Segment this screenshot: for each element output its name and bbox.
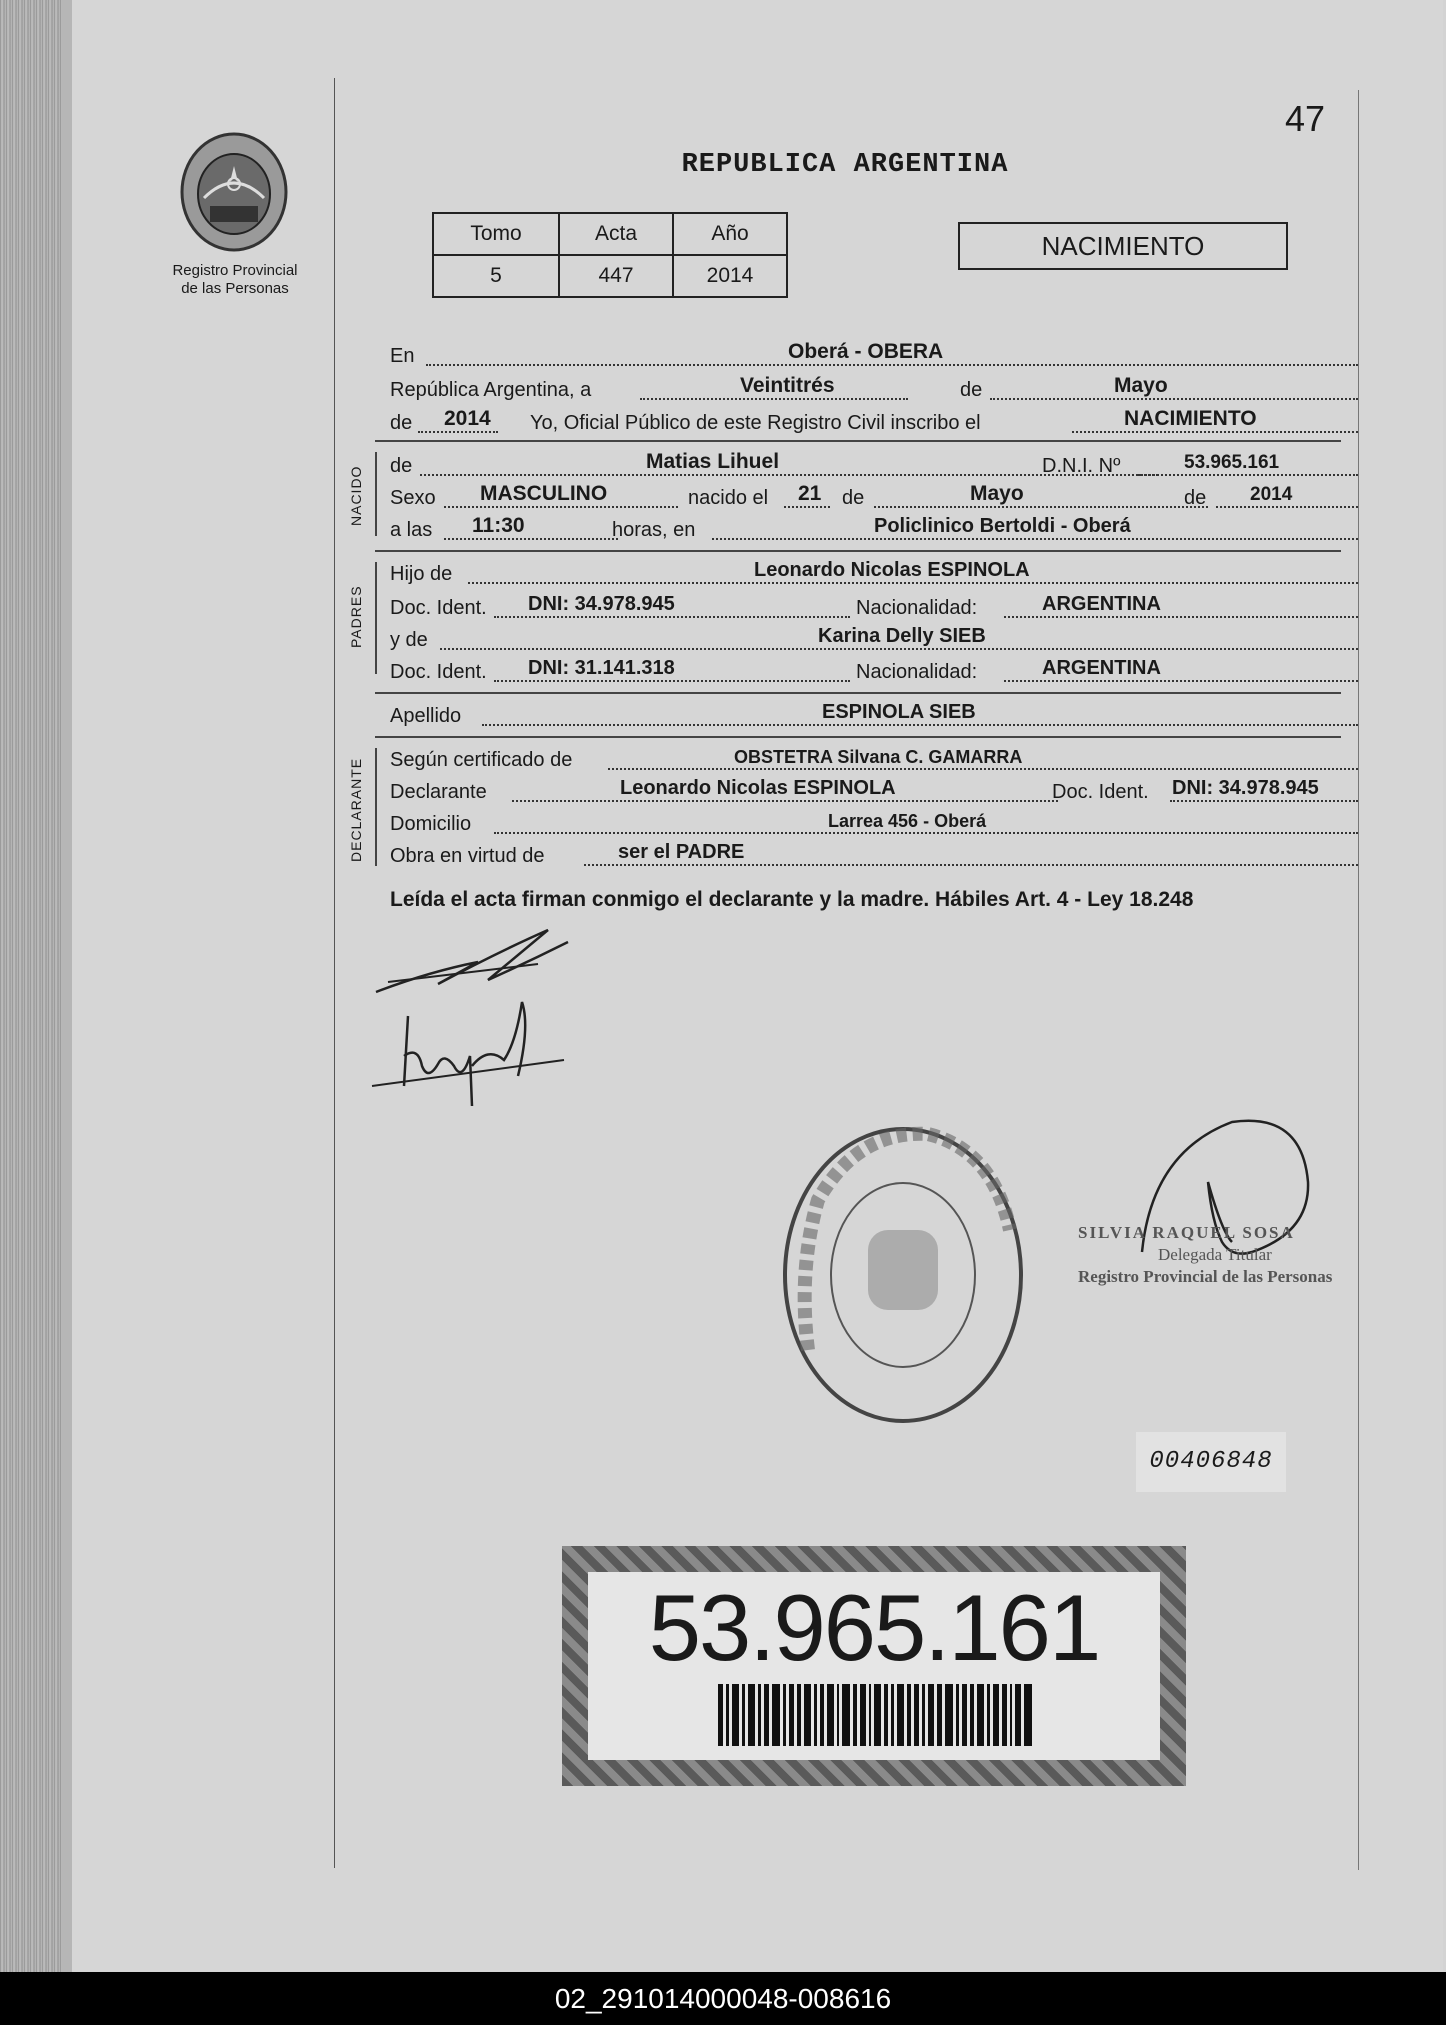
padre-nacionalidad-label: Nacionalidad: — [856, 597, 978, 619]
nac-dia-value: 21 — [798, 482, 822, 505]
de5-label: de — [1184, 487, 1207, 509]
divider-3 — [375, 692, 1341, 694]
divider-4 — [375, 736, 1341, 738]
line-domicilio — [390, 806, 1358, 838]
nombre-value: Matias Lihuel — [646, 450, 780, 473]
lugar-value: Policlinico Bertoldi - Oberá — [874, 515, 1131, 537]
scan-filename-footer: 02_291014000048-008616 — [0, 1972, 1446, 2025]
logo-caption-line2: de las Personas — [181, 280, 289, 297]
declarante-doc-label: Doc. Ident. — [1052, 781, 1149, 803]
a-las-label: a las — [390, 519, 433, 541]
registry-seal-stamp — [778, 1120, 1028, 1430]
official-office: Registro Provincial de las Personas — [1078, 1267, 1333, 1286]
nac-anio-value: 2014 — [1250, 484, 1293, 505]
barcode-number: 53.965.161 — [648, 1575, 1100, 1680]
logo-caption — [150, 262, 320, 298]
republica-label: República Argentina, a — [390, 379, 592, 401]
left-margin-rule — [334, 78, 335, 1868]
dia-value: Veintitrés — [740, 374, 835, 397]
padre-value: Leonardo Nicolas ESPINOLA — [754, 559, 1030, 581]
hijo-de-label: Hijo de — [390, 563, 453, 585]
padre-doc-label: Doc. Ident. — [390, 597, 487, 619]
line-certificado — [390, 742, 1358, 774]
acta-header: Acta — [559, 213, 673, 255]
padre-nacionalidad-value: ARGENTINA — [1042, 593, 1161, 615]
official-role: Delegada Titular — [1158, 1245, 1272, 1264]
apellido-value: ESPINOLA SIEB — [822, 701, 976, 723]
de3-label: de — [390, 455, 413, 477]
en-value: Oberá - OBERA — [788, 340, 944, 363]
declarante-value: Leonardo Nicolas ESPINOLA — [620, 777, 896, 799]
binding-shadow — [62, 0, 72, 1972]
nac-mes-value: Mayo — [970, 482, 1024, 505]
record-type-box: NACIMIENTO — [958, 222, 1288, 270]
certificado-value: OBSTETRA Silvana C. GAMARRA — [734, 747, 1023, 767]
declarante-doc-value: DNI: 34.978.945 — [1172, 777, 1319, 799]
en-label: En — [390, 345, 415, 367]
sexo-label: Sexo — [390, 487, 436, 509]
dni-value: 53.965.161 — [1184, 452, 1280, 473]
line-sexo — [390, 480, 1358, 512]
obra-label: Obra en virtud de — [390, 845, 545, 867]
line-apellido — [390, 698, 1358, 730]
barcode-bars — [718, 1684, 1032, 1746]
dni-label: D.N.I. Nº — [1042, 455, 1121, 477]
page-number: 47 — [1285, 98, 1326, 139]
nacido-el-label: nacido el — [688, 487, 769, 509]
nacido-section-label: NACIDO — [348, 465, 364, 526]
anio-inscripcion-value: 2014 — [444, 407, 491, 430]
acta-value: 447 — [559, 255, 673, 297]
line-nombre — [390, 448, 1358, 480]
line-en — [390, 338, 1358, 370]
document-title: REPUBLICA ARGENTINA — [681, 150, 1009, 180]
line-madre — [390, 622, 1358, 654]
padres-section-label: PADRES — [348, 585, 364, 648]
obra-value: ser el PADRE — [618, 841, 745, 863]
declarante-section-bar — [375, 748, 377, 866]
line-padre — [390, 556, 1358, 588]
sexo-value: MASCULINO — [480, 482, 608, 505]
padre-doc-value: DNI: 34.978.945 — [528, 593, 675, 615]
madre-doc-value: DNI: 31.141.318 — [528, 657, 675, 679]
logo-caption-line1: Registro Provincial — [172, 262, 298, 279]
anio-value: 2014 — [673, 255, 787, 297]
line-obra — [390, 838, 1358, 870]
divider-2 — [375, 550, 1341, 552]
official-stamp-text — [1078, 1222, 1332, 1288]
domicilio-value: Larrea 456 - Oberá — [828, 811, 987, 831]
right-margin-rule — [1358, 90, 1359, 1870]
certificado-label: Según certificado de — [390, 749, 573, 771]
mother-signature — [368, 986, 568, 1116]
line-anio — [390, 405, 1358, 437]
madre-doc-label: Doc. Ident. — [390, 661, 487, 683]
apellido-label: Apellido — [390, 705, 462, 727]
id-barcode-label — [562, 1546, 1186, 1786]
y-de-label: y de — [390, 629, 428, 651]
line-declarante — [390, 774, 1358, 806]
tomo-header: Tomo — [433, 213, 559, 255]
oficial-text: Yo, Oficial Público de este Registro Civil inscribo el — [530, 412, 981, 434]
closing-statement: Leída el acta firman conmigo el declarante y la madre. Hábiles Art. 4 - Ley 18.248 — [390, 888, 1194, 911]
madre-nacionalidad-value: ARGENTINA — [1042, 657, 1161, 679]
de4-label: de — [842, 487, 865, 509]
horas-en-label: horas, en — [612, 519, 696, 541]
book-binding-edge — [0, 0, 62, 1972]
de2-label: de — [390, 412, 413, 434]
declarante-section-label: DECLARANTE — [348, 757, 364, 862]
declarante-label: Declarante — [390, 781, 487, 803]
anio-header: Año — [673, 213, 787, 255]
inscribo-value: NACIMIENTO — [1124, 407, 1257, 430]
divider-1 — [375, 440, 1341, 442]
official-name: SILVIA RAQUEL SOSA — [1078, 1223, 1295, 1242]
line-hora — [390, 512, 1358, 544]
province-coat-of-arms-logo — [170, 128, 298, 256]
nacido-section-bar — [375, 452, 377, 536]
hora-value: 11:30 — [472, 514, 525, 537]
line-padre-doc — [390, 590, 1358, 622]
padres-section-bar — [375, 562, 377, 674]
line-madre-doc — [390, 654, 1358, 686]
domicilio-label: Domicilio — [390, 813, 472, 835]
serial-number-sticker: 00406848 — [1136, 1432, 1286, 1492]
de-label: de — [960, 379, 983, 401]
madre-nacionalidad-label: Nacionalidad: — [856, 661, 978, 683]
madre-value: Karina Delly SIEB — [818, 625, 986, 647]
line-republica — [390, 372, 1358, 404]
mes-value: Mayo — [1114, 374, 1168, 397]
record-box — [432, 212, 788, 298]
tomo-value: 5 — [433, 255, 559, 297]
